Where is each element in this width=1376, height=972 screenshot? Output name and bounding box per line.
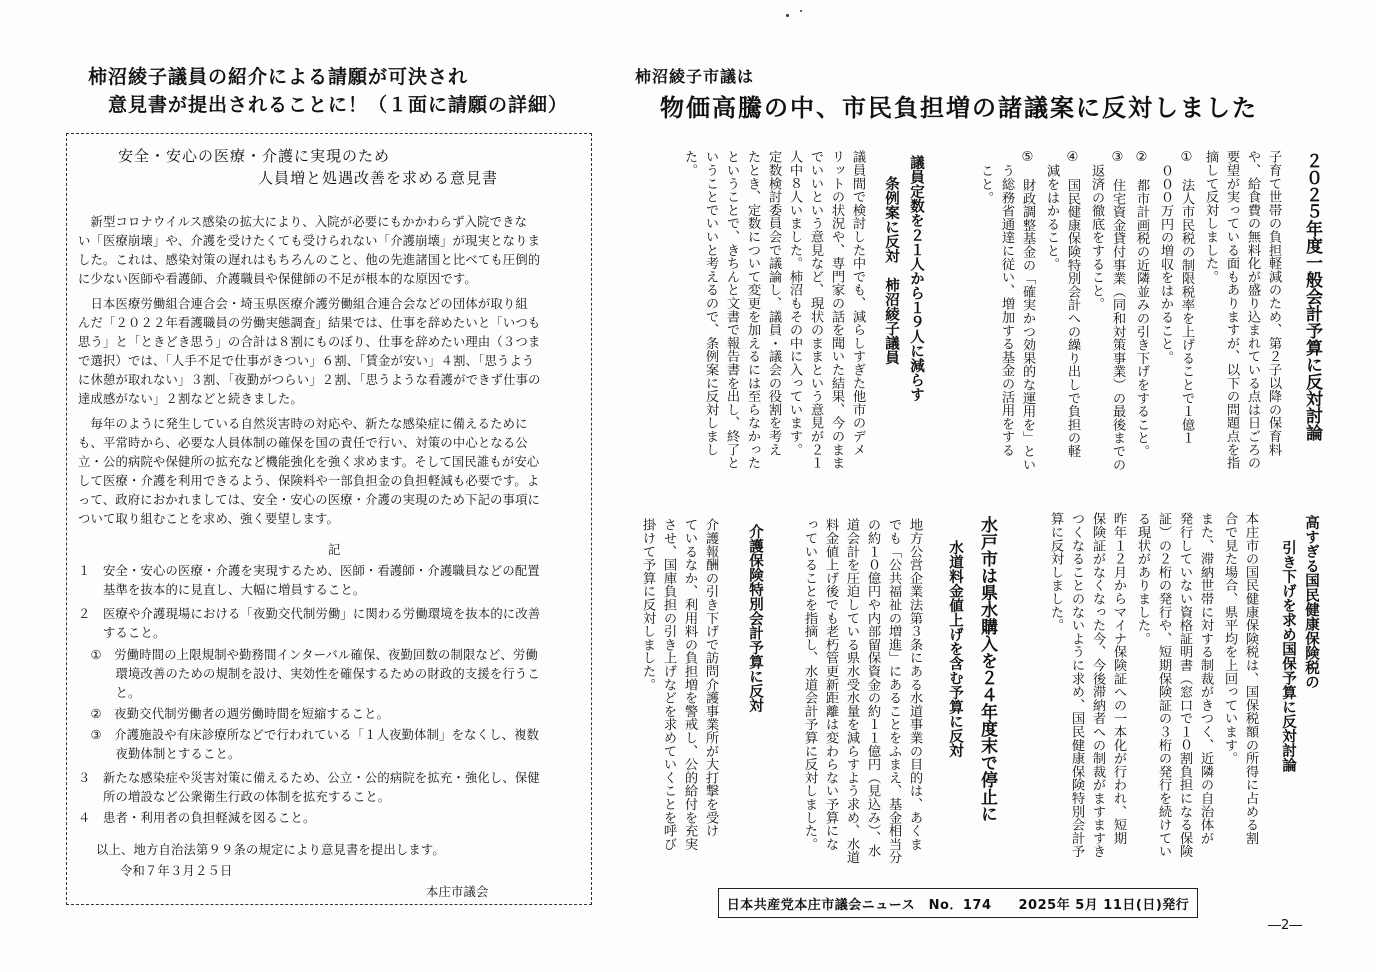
s3-col: 本庄市の国民健康保険税は、国保税額の所得に占める割 xyxy=(1243,512,1258,845)
s1-col: ② 都市計画税の近隣並みの引き下げをすること。 xyxy=(1134,150,1149,458)
s1-col: ① 法人市民税の制限税率を上げることで１億１ xyxy=(1179,150,1194,445)
s1-col: ④ 国民健康保険特別会計への繰り出しで負担の軽 xyxy=(1065,150,1080,458)
s1-col: う総務省通達に従い、増加する基金の活用をする xyxy=(999,164,1014,457)
s5-col: 介護報酬の引き下げで訪問介護事業所が大打撃を受け xyxy=(703,518,718,838)
body-line: って、政府におかれましては、安全・安心の医療・介護の実現のため下記の事項に xyxy=(78,493,541,507)
s4-title-1: 水戸市は県水購入を２４年度末で停止に xyxy=(977,516,997,822)
body-line: に少ない医師や看護師、介護職員や保健師の不足が根本的な原因です。 xyxy=(78,272,477,286)
item-line: ② 夜勤交代制労働者の週労働時間を短縮すること。 xyxy=(78,707,390,721)
body-line: も、平常時から、必要な人員体制の確保を国の責任で行い、対策の中心となる公 xyxy=(78,436,528,450)
s4-col: でも「公共福祉の増進」にあることをふまえ、基金相当分 xyxy=(886,518,901,864)
s2-col: リットの状況や、専門家の話を聞いた結果、今のまま xyxy=(829,150,844,470)
s1-col: こと。 xyxy=(978,164,993,204)
s3-title-2: 引き下げを求め国保予算に反対討論 xyxy=(1280,540,1296,772)
body-line: した。これは、感染対策の遅れはもちろんのこと、他の先進諸国と比べても圧倒的 xyxy=(78,253,541,267)
s5-col: ているなか、利用料の負担増を警戒し、公的給付を充実 xyxy=(682,518,697,851)
left-headline-1: 柿沼綾子議員の紹介による請願が可決され xyxy=(88,66,469,88)
s4-col: 道会計を圧迫している県水受水量を減らすよう求め、水道 xyxy=(844,518,859,864)
item-line: 夜勤体制とすること。 xyxy=(78,747,241,761)
page-number: ―2― xyxy=(1268,918,1303,933)
s1-col: ⑤ 財政調整基金の「確実かつ効果的な運用を」とい xyxy=(1020,150,1035,471)
item-line: ③ 介護施設や有床診療所などで行われている「１人夜勤体制」をなくし、複数 xyxy=(78,728,540,742)
body-line: 立・公的病院や保健所の拡充など機能強化を強く求めます。そして国民誰もが安心 xyxy=(78,455,540,469)
s5-col: 掛けて予算に反対しました。 xyxy=(640,518,655,691)
s5-title: 介護保険特別会計予算に反対 xyxy=(747,524,763,713)
s3-col: つくなることのないように求め、国民健康保険特別会計予 xyxy=(1069,512,1084,858)
item-line: と。 xyxy=(78,686,141,700)
body-line: 達成感がない」２割などと続きました。 xyxy=(78,392,303,406)
item-line: １ 安全・安心の医療・介護を実現するため、医師・看護師・介護職員などの配置 xyxy=(78,564,540,578)
body-line: い「医療崩壊」や、介護を受けたくても受けられない「介護崩壊」が現実となりま xyxy=(78,234,541,248)
ki-label: 記 xyxy=(328,543,341,557)
body-line: 日本医療労働組合連合会・埼玉県医療介護労働組合連合会などの団体が取り組 xyxy=(78,297,528,311)
s1-col: ③ 住宅資金貸付事業（同和対策事業）の最後までの xyxy=(1110,150,1125,471)
body-line: で選択）では、「人手不足で仕事がきつい」６割、「賃金が安い」４割、「思うよう xyxy=(78,354,535,368)
item-line: 基準を抜本的に見直し、大幅に増員すること。 xyxy=(78,583,366,597)
item-line: 環境改善のための規制を設け、実効性を確保するための財政的支援を行うこ xyxy=(78,667,540,681)
s3-col: また、滞納世帯に対する制裁がきつく、近隣の自治体が xyxy=(1198,512,1213,845)
s2-title-2: 条例案に反対 柿沼綾子議員 xyxy=(883,176,899,365)
s3-col: 昨年１２月からマイナ保険証への一本化が行われ、短期 xyxy=(1111,512,1126,845)
s3-col: 発行していない資格証明書（窓口で１０割負担になる保険 xyxy=(1177,512,1192,858)
s1-title: ２０２５年度一般会計予算に反対討論 xyxy=(1302,152,1322,441)
closing-text: 以上、地方自治法第９９条の規定により意見書を提出します。 xyxy=(96,843,445,857)
item-line: ４ 患者・利用者の負担軽減を図ること。 xyxy=(78,811,316,825)
s2-title-1: 議員定数を２１人から１９人に減らす xyxy=(908,155,924,402)
s1-col: 減をはかること。 xyxy=(1044,164,1059,271)
s5-col: させ、国庫負担の引き上げなどを求めていくことを呼び xyxy=(661,518,676,851)
s4-title-2: 水道料金値上げを含む予算に反対 xyxy=(947,540,963,758)
body-line: 新型コロナウイルス感染の拡大により、入院が必要にもかかわらず入院できな xyxy=(78,215,528,229)
s4-col: 料金値上げ後でも老朽管更新距離は変わらない予算にな xyxy=(823,518,838,851)
opinion-title-2: 人員増と処遇改善を求める意見書 xyxy=(258,169,499,187)
s2-col: 人中８人いました。柿沼もその中に入っています。 xyxy=(787,150,802,456)
s1-col: 要望が実っている面もありますが、以下の問題点を指 xyxy=(1224,150,1239,470)
body-line: 毎年のように発生している自然災害時の対応や、新たな感染症に備えるために xyxy=(78,417,528,431)
s2-col: 定数検討委員会で議論し、議員・議会の役割を考え xyxy=(766,150,781,456)
s3-col: 保険証がなくなった今、今後滞納者への制裁がますますき xyxy=(1090,512,1105,858)
s1-col: 返済の徹底をすること。 xyxy=(1089,164,1104,311)
item-line: ２ 医療や介護現場における「夜勤交代制労働」に関わる労働環境を抜本的に改善 xyxy=(78,607,541,621)
left-headline-2: 意見書が提出されることに！（１面に請願の詳細） xyxy=(108,94,569,116)
s3-title-1: 高すぎる国民健康保険税の xyxy=(1303,515,1319,689)
s2-col: いうことでいいと考えるので、条例案に反対しまし xyxy=(703,150,718,456)
newsletter-footer: 日本共産党本庄市議会ニュース No．174 2025年 5月 11日(日)発行 xyxy=(718,888,1198,918)
scan-speck xyxy=(800,10,802,12)
scan-speck xyxy=(786,14,789,17)
body-line: して医療・介護を利用できるよう、保険料や一部負担金の負担軽減も必要です。よ xyxy=(78,474,540,488)
opinion-title-1: 安全・安心の医療・介護に実現のため xyxy=(118,147,391,165)
s2-col: た。 xyxy=(682,150,697,177)
s1-col: や、給食費の無料化が盛り込まれている点は日ごろの xyxy=(1245,150,1260,470)
s2-col: でいいという意見など、現状のままという意見が２１ xyxy=(808,150,823,470)
s3-col: 算に反対しました。 xyxy=(1048,512,1063,632)
body-line: ついて取り組むことを求め、強く要望します。 xyxy=(78,512,339,526)
s3-col: る現状がありました。 xyxy=(1135,512,1150,645)
body-line: に休憩が取れない」３割、「夜勤がつらい」２割、「思うような看護ができず仕事の xyxy=(78,373,541,387)
s4-col: の約１０億円や内部留保資金の約１１億円（見込み）、水 xyxy=(865,518,880,858)
s3-col: 合で見た場合、県平均を上回っています。 xyxy=(1222,512,1237,765)
item-line: ３ 新たな感染症や災害対策に備えるため、公立・公的病院を拡充・強化し、保健 xyxy=(78,771,540,785)
item-line: すること。 xyxy=(78,626,166,640)
s2-col: 議員間で検討した中でも、減らしすぎた他市のデメ xyxy=(850,150,865,456)
s4-col: 地方公営企業法第３条にある水道事業の目的は、あくま xyxy=(907,518,922,851)
s1-col: ０００万円の増収をはかること。 xyxy=(1158,164,1173,364)
s1-col: 摘して反対しました。 xyxy=(1203,150,1218,283)
s2-col: たとき、定数について変更を加えるには至らなかった xyxy=(745,150,760,470)
item-line: ① 労働時間の上限規制や勤務間インターバル確保、夜勤回数の制限など、労働 xyxy=(78,648,539,662)
item-line: 所の増設など公衆衛生行政の体制を拡充すること。 xyxy=(78,790,391,804)
s4-col: っていることを指摘し、水道会計予算に反対しました。 xyxy=(802,518,817,851)
right-header-big: 物価高騰の中、市民負担増の諸議案に反対しました xyxy=(660,94,1258,122)
date-text: 令和７年３月２５日 xyxy=(120,864,233,878)
s3-col: 証）の２桁の発行や、短期保険証の３桁の発行を続けてい xyxy=(1156,512,1171,858)
s2-col: ということで、きちんと文書で報告書を出し、終了と xyxy=(724,150,739,470)
s1-col: 子育て世帯の負担軽減のため、第２子以降の保育料 xyxy=(1266,150,1281,456)
right-header-small: 柿沼綾子市議は xyxy=(635,67,755,86)
signer-text: 本庄市議会 xyxy=(426,885,489,899)
body-line: んだ「２０２２年看護職員の労働実態調査」結果では、仕事を辞めたいと「いつも xyxy=(78,316,541,330)
body-line: 思う」と「ときどき思う」の合計は８割にものぼり、仕事を辞めたい理由（３つま xyxy=(78,335,541,349)
